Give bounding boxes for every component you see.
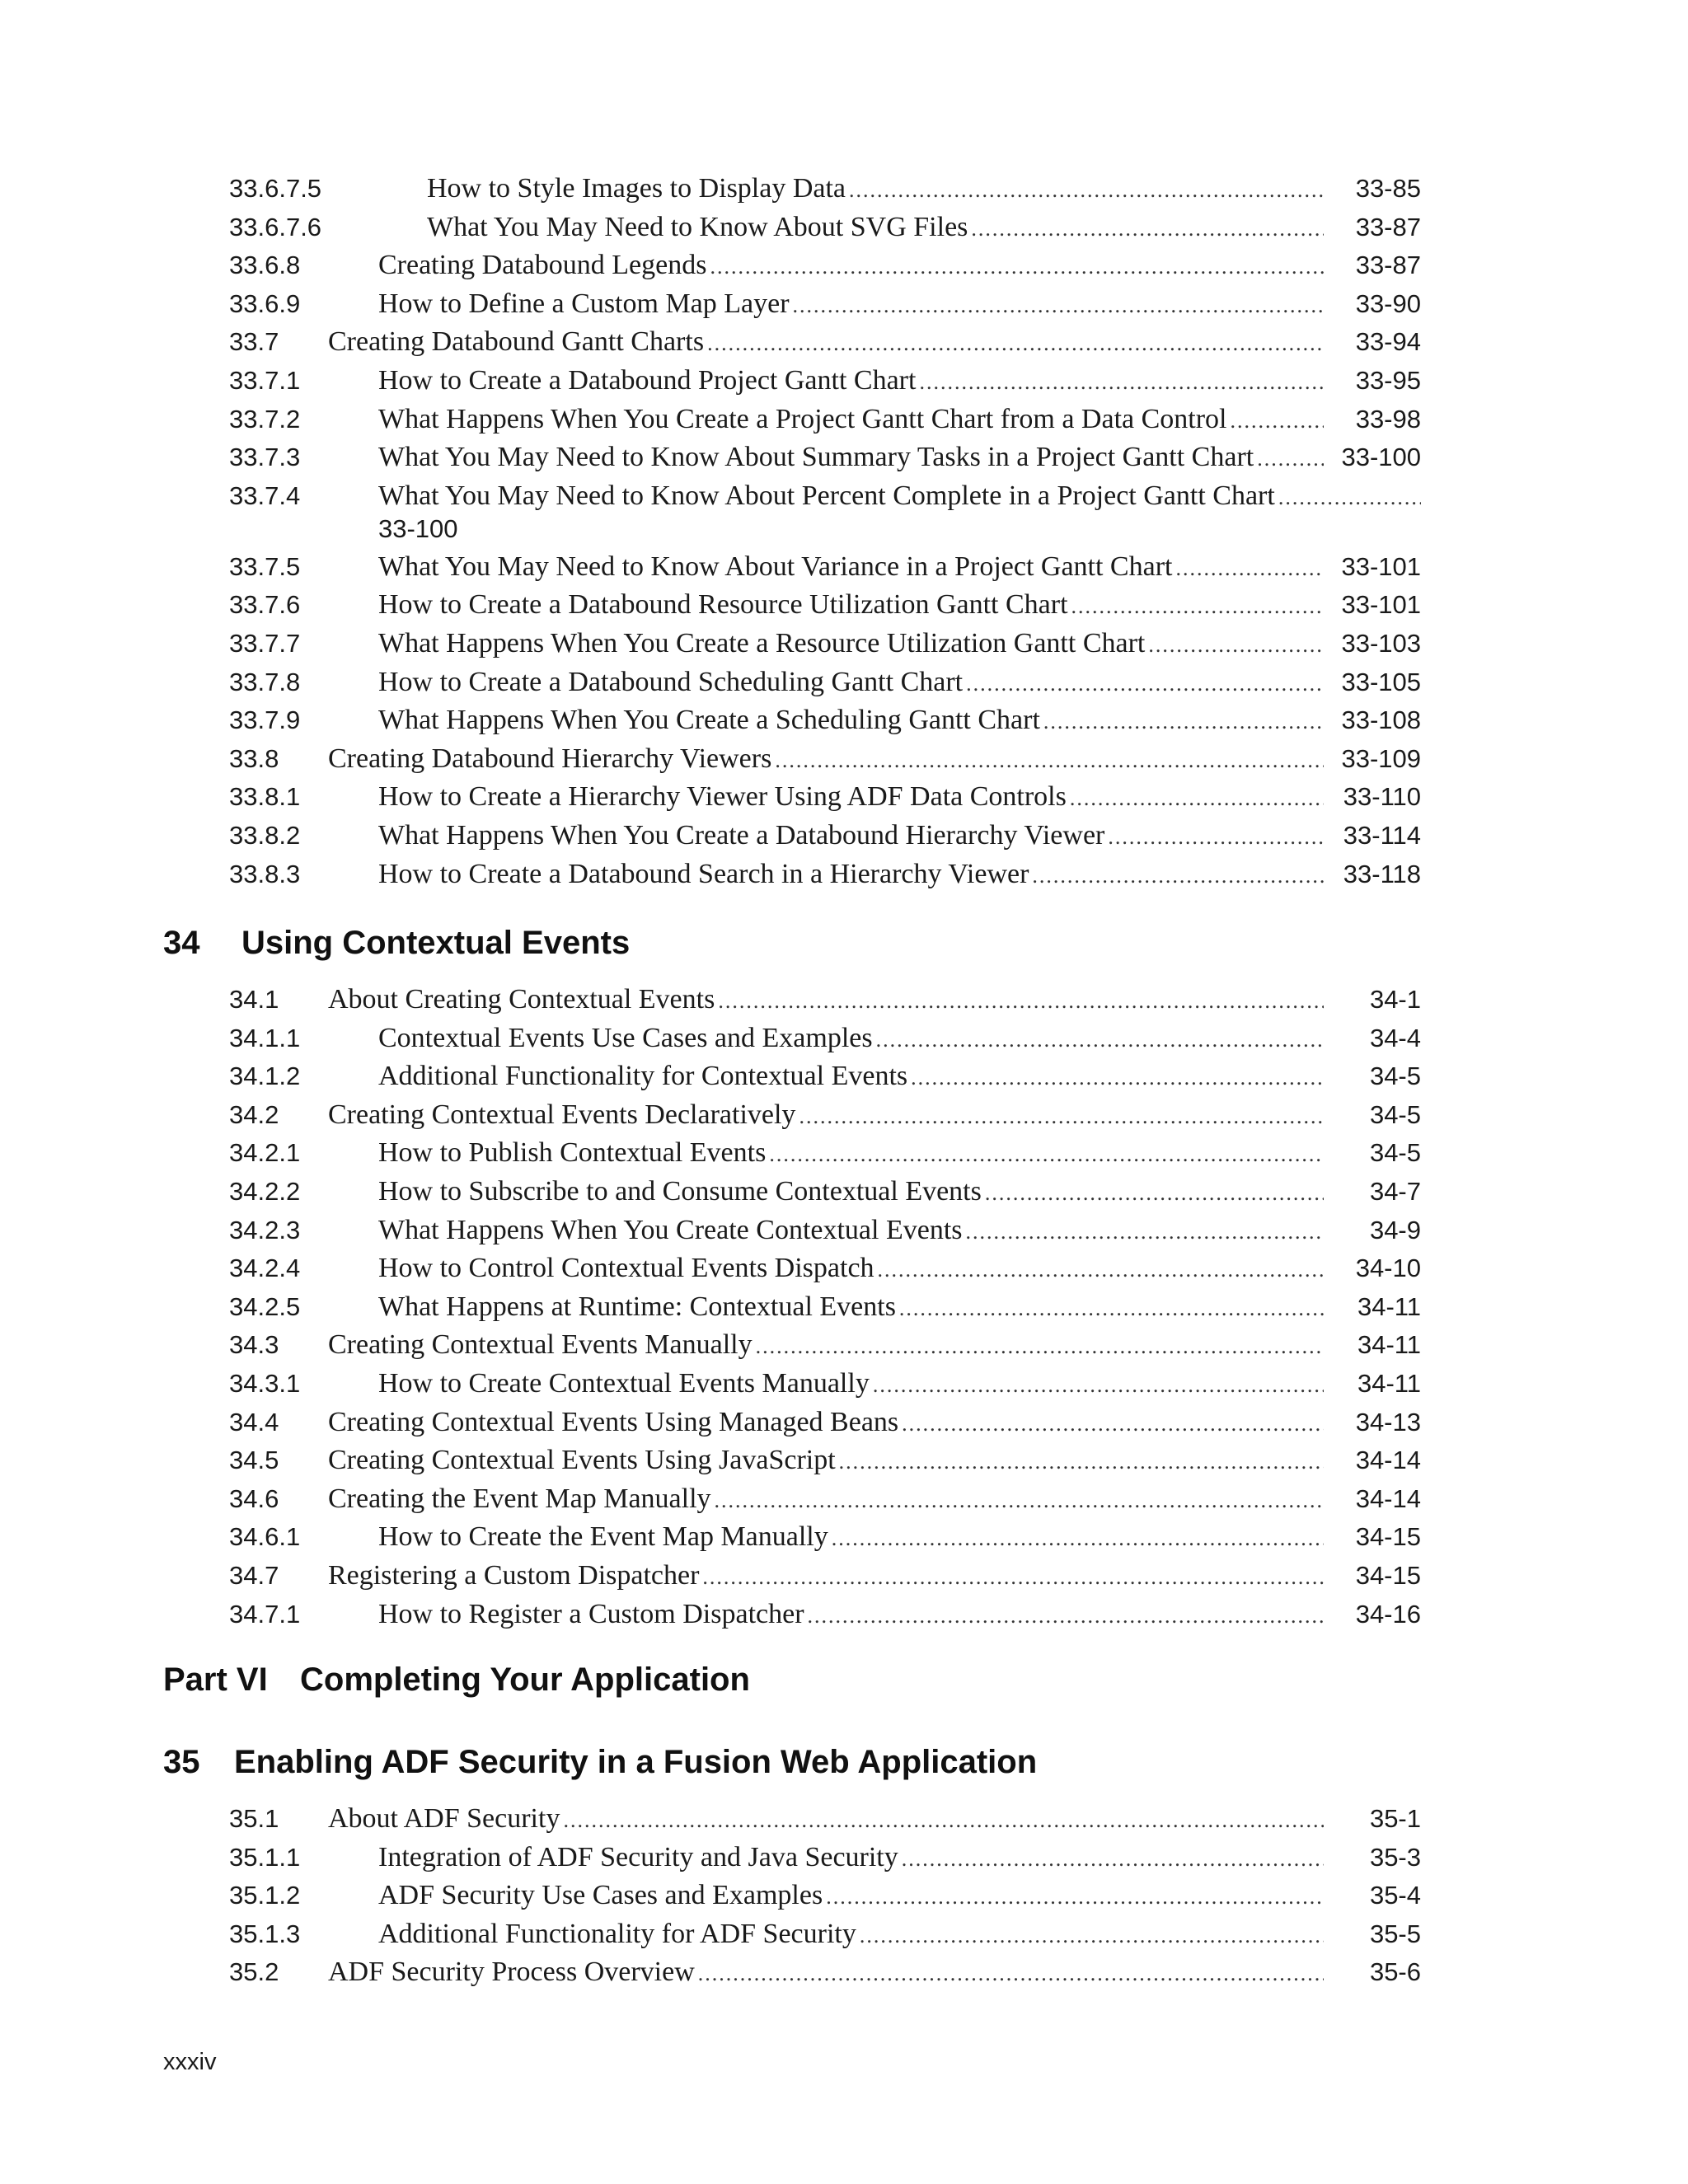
toc-entry-title[interactable] (328, 323, 1324, 363)
toc-entry-page[interactable]: 34-15 (1355, 1522, 1421, 1552)
dot-leader (919, 363, 1324, 402)
toc-entry-title-text: How to Define a Custom Map Layer (378, 285, 793, 324)
toc-entry-title-text: Creating Databound Hierarchy Viewers (328, 740, 775, 779)
toc-entry-title-text: Creating the Event Map Manually (328, 1480, 715, 1519)
toc-entry-page[interactable]: 33-101 (1341, 551, 1421, 581)
toc-entry-title[interactable] (328, 740, 1324, 780)
toc-entry-title-text: Additional Functionality for Contextual Events (378, 1057, 911, 1096)
toc-entry[interactable] (229, 701, 1421, 740)
toc-entry[interactable] (229, 285, 1421, 324)
toc-entry-number: 34.1 (229, 985, 279, 1014)
toc-entry-number: 35.1 (229, 1804, 279, 1833)
toc-entry-title[interactable] (427, 209, 1324, 249)
toc-entry-title[interactable] (378, 477, 1421, 518)
toc-entry-page[interactable]: 35-5 (1369, 1919, 1421, 1948)
dot-leader (1043, 703, 1324, 742)
toc-entry[interactable] (229, 663, 1421, 702)
toc-entry-page[interactable]: 33-94 (1355, 327, 1421, 357)
dot-leader (715, 1482, 1324, 1521)
toc-entry-page[interactable]: 34-11 (1357, 1291, 1421, 1321)
toc-entry-number: 33.6.7.6 (229, 212, 322, 241)
chapter-number: 34 (163, 925, 200, 961)
toc-entry[interactable] (229, 1480, 1421, 1519)
toc-entry-number: 34.4 (229, 1407, 279, 1436)
dot-leader (860, 1917, 1324, 1956)
toc-entry[interactable] (229, 1557, 1421, 1596)
dot-leader (756, 1328, 1324, 1366)
toc-block-chapter-35 (229, 1800, 1421, 1992)
toc-entry-page[interactable]: 33-114 (1343, 820, 1421, 850)
toc-entry-page[interactable]: 34-10 (1355, 1254, 1421, 1283)
toc-entry-number: 34.3.1 (229, 1368, 301, 1398)
toc-entry-title-text: Integration of ADF Security and Java Security (378, 1839, 902, 1877)
toc-block-chapter-34 (229, 981, 1421, 1633)
dot-leader (799, 1098, 1324, 1137)
toc-entry-title-text: How to Create a Databound Project Gantt Chart (378, 362, 919, 401)
toc-entry[interactable] (229, 1915, 1421, 1954)
toc-entry-number: 35.2 (229, 1957, 279, 1987)
toc-entry[interactable] (229, 1249, 1421, 1288)
dot-leader (793, 287, 1324, 326)
dot-leader (1070, 780, 1324, 818)
toc-entry-page[interactable]: 33-100 (378, 513, 458, 543)
toc-entry[interactable] (229, 1800, 1421, 1839)
toc-entry-title[interactable] (378, 1173, 1324, 1213)
toc-entry-page[interactable]: 35-4 (1369, 1881, 1421, 1910)
toc-entry[interactable] (229, 981, 1421, 1019)
toc-entry[interactable] (229, 1134, 1421, 1173)
toc-entry-title-text: How to Style Images to Display Data (427, 170, 849, 209)
toc-entry-page[interactable]: 34-7 (1369, 1176, 1421, 1206)
dot-leader (839, 1443, 1324, 1482)
toc-entry-title-text: What Happens When You Create Contextual Events (378, 1212, 966, 1250)
dot-leader (971, 210, 1324, 249)
dot-leader (873, 1366, 1324, 1405)
toc-entry-page[interactable]: 33-101 (1341, 590, 1421, 620)
toc-entry-title-text: What Happens When You Create a Scheduling Gantt Chart (378, 701, 1043, 740)
toc-entry-title[interactable] (378, 285, 1324, 326)
toc-entry[interactable] (229, 1596, 1421, 1634)
toc-entry-title-text: Creating Contextual Events Using Managed Beans (328, 1404, 902, 1442)
toc-entry[interactable] (229, 170, 1421, 209)
dot-leader (775, 742, 1324, 780)
dot-leader (849, 171, 1324, 210)
toc-entry-page[interactable]: 33-108 (1341, 705, 1421, 735)
part-heading (163, 1661, 750, 1699)
dot-leader (1257, 440, 1324, 479)
toc-entry-title[interactable] (328, 1800, 1324, 1840)
toc-entry[interactable] (229, 1518, 1421, 1557)
toc-entry[interactable] (229, 1326, 1421, 1365)
toc-entry-page[interactable]: 33-87 (1355, 212, 1421, 241)
toc-entry-page[interactable]: 34-15 (1355, 1560, 1421, 1590)
toc-entry-number: 33.7.8 (229, 667, 301, 696)
toc-entry-page[interactable]: 34-9 (1369, 1215, 1421, 1244)
toc-entry-title[interactable] (378, 855, 1324, 896)
toc-entry[interactable] (229, 1404, 1421, 1442)
toc-entry[interactable] (229, 1839, 1421, 1877)
toc-entry-page[interactable]: 34-11 (1357, 1368, 1421, 1398)
toc-entry-title[interactable] (378, 778, 1324, 818)
toc-entry-title[interactable] (378, 586, 1324, 626)
toc-entry-number: 33.6.9 (229, 288, 301, 318)
toc-entry-title[interactable] (378, 362, 1324, 402)
dot-leader (878, 1251, 1324, 1290)
toc-entry-page[interactable]: 33-100 (1341, 443, 1421, 472)
toc-entry-title[interactable] (378, 1596, 1324, 1636)
toc-entry-number: 34.6 (229, 1483, 279, 1513)
toc-entry-title-text: What You May Need to Know About Summary Tasks in a Project Gantt Chart (378, 438, 1257, 477)
toc-entry[interactable] (229, 1877, 1421, 1915)
toc-entry-number: 33.6.8 (229, 251, 301, 280)
toc-entry-title-text: How to Create Contextual Events Manually (378, 1365, 873, 1404)
dot-leader (826, 1878, 1324, 1917)
toc-entry-title[interactable] (328, 1557, 1324, 1597)
toc-entry[interactable] (229, 740, 1421, 779)
dot-leader (902, 1405, 1324, 1444)
toc-entry-title-text: Creating Databound Legends (378, 246, 710, 285)
toc-entry-number: 33.8 (229, 743, 279, 773)
toc-entry-page[interactable]: 33-95 (1355, 365, 1421, 395)
toc-entry[interactable] (229, 1365, 1421, 1404)
toc-entry-number: 33.7.6 (229, 590, 301, 620)
toc-entry-title-text: How to Create a Databound Resource Utilization Gantt Chart (378, 586, 1071, 625)
toc-entry-page[interactable]: 34-11 (1357, 1330, 1421, 1360)
chapter-title: Enabling ADF Security in a Fusion Web Application (234, 1744, 1038, 1780)
toc-entry-title[interactable] (378, 625, 1324, 665)
dot-leader (698, 1955, 1324, 1994)
chapter-number: 35 (163, 1744, 200, 1780)
toc-entry[interactable] (229, 1173, 1421, 1212)
toc-entry-title[interactable] (378, 1212, 1324, 1252)
toc-entry-title[interactable] (328, 1441, 1324, 1482)
part-label: Part VI (163, 1661, 268, 1698)
toc-entry[interactable] (229, 1441, 1421, 1480)
toc-entry[interactable] (229, 1019, 1421, 1058)
toc-entry-page[interactable]: 34-4 (1369, 1023, 1421, 1052)
page-folio: xxxiv (163, 2049, 217, 2075)
toc-entry-number: 34.2.2 (229, 1176, 301, 1206)
toc-entry-page[interactable]: 34-5 (1369, 1062, 1421, 1091)
toc-entry-title-text: How to Create the Event Map Manually (378, 1518, 832, 1557)
toc-entry-page[interactable]: 33-87 (1355, 251, 1421, 280)
toc-entry-number: 33.7.2 (229, 404, 301, 434)
toc-entry[interactable] (229, 323, 1421, 362)
toc-entry-page[interactable]: 34-13 (1355, 1407, 1421, 1436)
toc-entry-number: 34.1.1 (229, 1023, 301, 1052)
toc-entry-title-text: Creating Contextual Events Declaratively (328, 1096, 799, 1135)
toc-entry[interactable] (229, 401, 1421, 439)
dot-leader (710, 248, 1324, 287)
toc-entry-title-text: What You May Need to Know About SVG Files (427, 209, 971, 247)
toc-entry-title-text: How to Subscribe to and Consume Contextual Events (378, 1173, 985, 1212)
toc-entry-number: 35.1.3 (229, 1919, 301, 1948)
dot-leader (899, 1290, 1324, 1329)
chapter-title: Using Contextual Events (241, 925, 631, 961)
toc-entry-title[interactable] (378, 1057, 1324, 1098)
dot-leader (718, 982, 1324, 1021)
toc-entry[interactable] (229, 1096, 1421, 1135)
toc-entry[interactable] (229, 778, 1421, 817)
toc-entry-page[interactable]: 33-85 (1355, 174, 1421, 203)
dot-leader (1175, 550, 1324, 588)
toc-entry-title[interactable] (378, 1915, 1324, 1956)
toc-entry-number: 34.2.4 (229, 1254, 301, 1283)
toc-entry-page[interactable]: 34-16 (1355, 1599, 1421, 1629)
toc-entry[interactable] (229, 438, 1421, 477)
toc-entry[interactable] (229, 1212, 1421, 1250)
toc-entry-number: 33.8.2 (229, 820, 301, 850)
dot-leader (707, 325, 1324, 363)
toc-entry-page[interactable]: 35-3 (1369, 1842, 1421, 1872)
toc-entry-title[interactable] (378, 1839, 1324, 1879)
toc-entry[interactable] (229, 817, 1421, 855)
toc-entry-title-text: How to Create a Databound Search in a Hierarchy Viewer (378, 855, 1032, 894)
toc-entry-title[interactable] (378, 1249, 1324, 1290)
dot-leader (702, 1558, 1324, 1597)
toc-entry[interactable] (229, 586, 1421, 625)
dot-leader (1032, 857, 1324, 896)
toc-entry-title-text: About ADF Security (328, 1800, 563, 1839)
toc-entry-page[interactable]: 34-1 (1369, 985, 1421, 1014)
toc-entry-title[interactable] (378, 701, 1324, 742)
toc-entry-number: 34.3 (229, 1330, 279, 1360)
dot-leader (876, 1021, 1324, 1060)
toc-entry-title-text: How to Publish Contextual Events (378, 1134, 769, 1173)
toc-entry[interactable] (229, 855, 1421, 894)
toc-entry-number: 35.1.2 (229, 1881, 301, 1910)
toc-entry-number: 34.7 (229, 1560, 279, 1590)
toc-entry-title-text: About Creating Contextual Events (328, 981, 718, 1019)
toc-entry[interactable] (229, 362, 1421, 401)
toc-entry-number: 34.2.5 (229, 1291, 301, 1321)
toc-entry[interactable] (229, 1057, 1421, 1096)
toc-entry-title-text: What Happens When You Create a Resource Utilization Gantt Chart (378, 625, 1148, 663)
toc-entry-title-text: What Happens When You Create a Project Gantt Chart from a Data Control (378, 401, 1231, 439)
toc-entry-number: 34.2.1 (229, 1138, 301, 1168)
toc-entry-title-text: How to Control Contextual Events Dispatch (378, 1249, 878, 1288)
dot-leader (1278, 479, 1421, 518)
toc-entry-title-text: How to Create a Hierarchy Viewer Using ADF Data Controls (378, 778, 1070, 817)
toc-entry-title-text: Contextual Events Use Cases and Examples (378, 1019, 876, 1058)
toc-entry-title[interactable] (378, 438, 1324, 479)
toc-block-chapter-33-continued (229, 170, 1421, 893)
toc-entry-title-text: How to Register a Custom Dispatcher (378, 1596, 808, 1634)
dot-leader (832, 1520, 1324, 1558)
toc-entry-title[interactable] (328, 1404, 1324, 1444)
toc-entry-page[interactable]: 35-6 (1369, 1957, 1421, 1987)
toc-entry-page[interactable]: 34-14 (1355, 1483, 1421, 1513)
toc-entry-title[interactable] (378, 1134, 1324, 1174)
dot-leader (902, 1840, 1324, 1879)
toc-entry-title[interactable] (378, 1365, 1324, 1405)
toc-entry-number: 33.7.7 (229, 628, 301, 658)
toc-entry-title[interactable] (328, 1480, 1324, 1521)
toc-entry-title-text: Creating Contextual Events Manually (328, 1326, 756, 1365)
toc-entry-title-text: Creating Databound Gantt Charts (328, 323, 707, 362)
toc-entry-page[interactable]: 33-105 (1341, 667, 1421, 696)
toc-entry-number: 33.6.7.5 (229, 174, 322, 203)
toc-entry-title[interactable] (378, 401, 1324, 441)
toc-entry-title[interactable] (378, 548, 1324, 588)
toc-entry-number: 33.7 (229, 327, 279, 357)
toc-entry-title[interactable] (378, 1518, 1324, 1558)
toc-entry-page[interactable]: 34-5 (1369, 1138, 1421, 1168)
toc-entry-title[interactable] (378, 1877, 1324, 1917)
toc-entry[interactable] (229, 625, 1421, 663)
toc-entry-title[interactable] (378, 1019, 1324, 1060)
toc-entry-number: 33.7.4 (229, 480, 301, 510)
toc-entry-page[interactable]: 35-1 (1369, 1804, 1421, 1833)
dot-leader (966, 1213, 1324, 1252)
toc-entry-title-text: Creating Contextual Events Using JavaScript (328, 1441, 839, 1480)
toc-entry-number: 35.1.1 (229, 1842, 301, 1872)
toc-entry-page[interactable]: 34-5 (1369, 1099, 1421, 1129)
chapter-34-heading (163, 925, 630, 962)
toc-entry-number: 34.2 (229, 1099, 279, 1129)
toc-entry-title[interactable] (378, 663, 1324, 704)
toc-entry-page[interactable]: 33-110 (1343, 782, 1421, 812)
dot-leader (1108, 818, 1324, 857)
dot-leader (966, 665, 1324, 704)
toc-entry-title-text: ADF Security Use Cases and Examples (378, 1877, 826, 1915)
dot-leader (563, 1802, 1324, 1840)
toc-entry-number: 33.7.5 (229, 551, 301, 581)
toc-entry-title-text: What Happens When You Create a Databound Hierarchy Viewer (378, 817, 1108, 855)
dot-leader (911, 1059, 1324, 1098)
toc-entry-page[interactable]: 33-90 (1355, 288, 1421, 318)
toc-entry-title-text: Additional Functionality for ADF Security (378, 1915, 860, 1954)
toc-entry-title-text: How to Create a Databound Scheduling Gantt Chart (378, 663, 966, 702)
toc-entry-number: 34.7.1 (229, 1599, 301, 1629)
toc-entry-number: 33.7.1 (229, 365, 301, 395)
toc-entry[interactable] (229, 548, 1421, 587)
toc-entry-title[interactable] (328, 1953, 1324, 1994)
toc-entry-number: 34.6.1 (229, 1522, 301, 1552)
toc-entry-title[interactable] (378, 246, 1324, 287)
toc-entry-title[interactable] (378, 1288, 1324, 1329)
toc-entry[interactable] (229, 209, 1421, 247)
part-title: Completing Your Application (300, 1661, 750, 1698)
toc-entry-number: 33.7.9 (229, 705, 301, 735)
toc-entry-title-text: Registering a Custom Dispatcher (328, 1557, 702, 1596)
dot-leader (1231, 402, 1325, 441)
toc-entry-title[interactable] (328, 1096, 1324, 1137)
dot-leader (1071, 588, 1324, 626)
dot-leader (985, 1174, 1324, 1213)
toc-entry[interactable] (229, 477, 1421, 548)
toc-entry-title[interactable] (378, 817, 1324, 857)
toc-entry-title[interactable] (427, 170, 1324, 210)
toc-entry[interactable] (229, 1953, 1421, 1992)
toc-entry-title-text: What You May Need to Know About Variance in a Project Gantt Chart (378, 548, 1175, 587)
toc-entry-title[interactable] (328, 981, 1324, 1021)
toc-entry-title-text: What You May Need to Know About Percent Complete in a Project Gantt Chart (378, 477, 1278, 516)
toc-entry-number: 34.2.3 (229, 1215, 301, 1244)
toc-entry-number: 33.8.3 (229, 859, 301, 888)
toc-entry-title-text: ADF Security Process Overview (328, 1953, 698, 1992)
toc-entry-page[interactable]: 33-109 (1341, 743, 1421, 773)
chapter-35-heading (163, 1744, 1037, 1781)
toc-entry-number: 34.5 (229, 1446, 279, 1475)
toc-entry-number: 33.8.1 (229, 782, 301, 812)
toc-entry-page[interactable]: 33-98 (1355, 404, 1421, 434)
dot-leader (1148, 626, 1324, 665)
toc-entry[interactable] (229, 246, 1421, 285)
toc-entry-page[interactable]: 33-103 (1341, 628, 1421, 658)
dot-leader (769, 1136, 1324, 1174)
toc-entry-title[interactable] (328, 1326, 1324, 1366)
toc-entry-title-text: What Happens at Runtime: Contextual Events (378, 1288, 899, 1327)
toc-entry-number: 33.7.3 (229, 443, 301, 472)
toc-entry[interactable] (229, 1288, 1421, 1327)
toc-entry-page[interactable]: 34-14 (1355, 1446, 1421, 1475)
toc-entry-number: 34.1.2 (229, 1062, 301, 1091)
toc-entry-page[interactable]: 33-118 (1343, 859, 1421, 888)
dot-leader (808, 1597, 1324, 1636)
